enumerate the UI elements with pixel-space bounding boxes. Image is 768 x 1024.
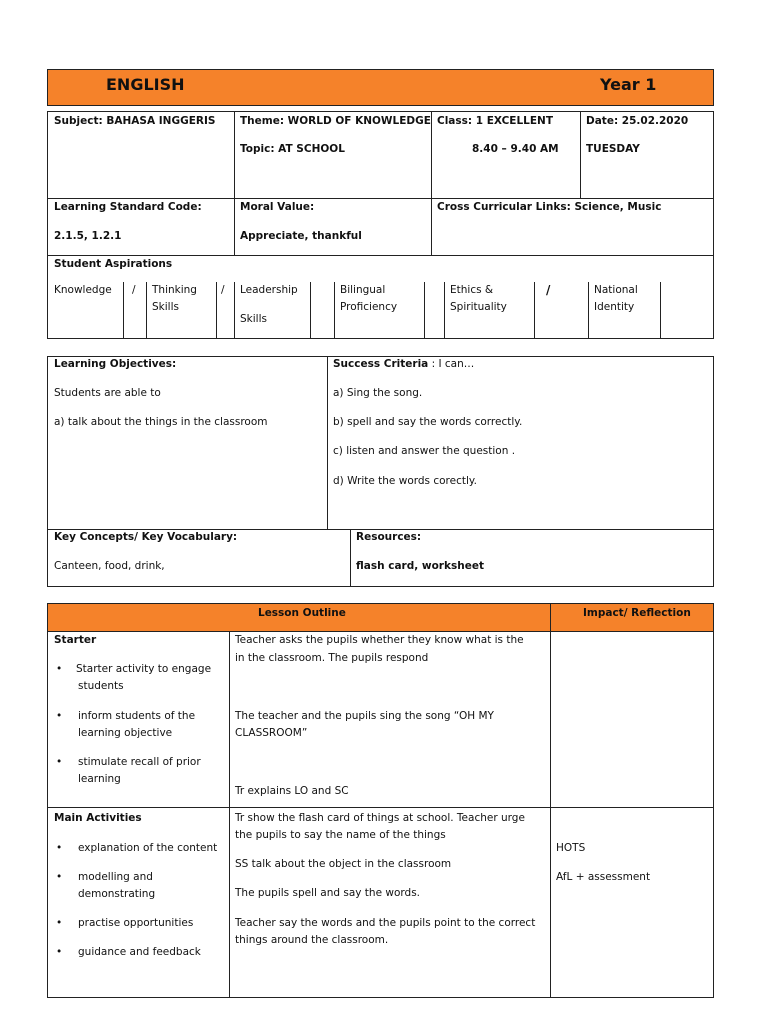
main-text-4b: things around the classroom. — [235, 934, 389, 946]
bullet: • — [56, 842, 63, 854]
main-bullet-3: practise opportunities — [78, 917, 194, 929]
aspiration-national: National — [594, 284, 638, 296]
date-label: Date: 25.02.2020 — [586, 115, 689, 127]
aspiration-national-2: Identity — [594, 301, 635, 313]
success-b: b) spell and say the words correctly. — [333, 416, 523, 428]
main-bullet-2: modelling and — [78, 871, 153, 883]
moral-label: Moral Value: — [240, 201, 315, 213]
ls-code-value: 2.1.5, 1.2.1 — [54, 230, 122, 242]
lesson-outline-table — [47, 603, 714, 998]
starter-text-3: Tr explains LO and SC — [235, 785, 349, 797]
main-bullet-4: guidance and feedback — [78, 946, 201, 958]
aspiration-thinking: Thinking — [152, 284, 197, 296]
bullet: • — [56, 946, 63, 958]
ls-code-label: Learning Standard Code: — [54, 201, 202, 213]
header-bar — [47, 69, 714, 106]
aspirations-title: Student Aspirations — [54, 258, 173, 270]
bullet: • — [56, 871, 63, 883]
main-text-1b: the pupils to say the name of the things — [235, 829, 446, 841]
aspiration-leadership: Leadership — [240, 284, 298, 296]
starter-bullet-2b: learning objective — [78, 727, 173, 739]
bullet: • — [56, 756, 63, 768]
objective-a: a) talk about the things in the classroom — [54, 416, 268, 428]
starter-text-2: The teacher and the pupils sing the song “OH MY — [235, 710, 494, 722]
objectives-intro: Students are able to — [54, 387, 161, 399]
success-a: a) Sing the song. — [333, 387, 423, 399]
starter-bullet-3: stimulate recall of prior — [78, 756, 201, 768]
main-text-1: Tr show the flash card of things at school. Teacher urge — [235, 812, 525, 824]
subject-title: ENGLISH — [106, 75, 185, 94]
theme-label: Theme: WORLD OF KNOWLEDGE — [240, 115, 431, 127]
outline-header: Lesson Outline — [258, 607, 346, 619]
resources-text: flash card, worksheet — [356, 560, 484, 572]
aspiration-bilingual: Bilingual — [340, 284, 386, 296]
aspiration-thinking-2: Skills — [152, 301, 179, 313]
main-text-4: Teacher say the words and the pupils point to the correct — [235, 917, 536, 929]
moral-value: Appreciate, thankful — [240, 230, 362, 242]
main-text-2: SS talk about the object in the classroom — [235, 858, 452, 870]
success-header — [333, 357, 474, 371]
starter-text-1: Teacher asks the pupils whether they know what is the — [235, 634, 524, 646]
starter-text-1b: in the classroom. The pupils respond — [235, 652, 429, 664]
year-title: Year 1 — [600, 75, 657, 94]
bullet: • — [56, 917, 63, 929]
starter-bullet-2: inform students of the — [78, 710, 196, 722]
aspiration-ethics: Ethics & — [450, 284, 494, 296]
vocab-label: Key Concepts/ Key Vocabulary: — [54, 531, 238, 543]
info-table — [47, 111, 714, 339]
starter-text-2b: CLASSROOM” — [235, 727, 308, 739]
success-suffix: : I can… — [428, 358, 475, 370]
topic-label: Topic: AT SCHOOL — [240, 143, 345, 155]
starter-bullet-1: Starter activity to engage — [76, 663, 212, 675]
main-bullet-2b: demonstrating — [78, 888, 156, 900]
aspiration-knowledge-mark: / — [132, 284, 136, 296]
main-bullet-1: explanation of the content — [78, 842, 218, 854]
starter-bullet-1b: students — [78, 680, 124, 692]
aspiration-thinking-mark: / — [221, 284, 225, 296]
aspiration-knowledge: Knowledge — [54, 284, 112, 296]
starter-title: Starter — [54, 634, 97, 646]
class-label: Class: 1 EXCELLENT — [437, 115, 553, 127]
aspiration-leadership-2: Skills — [240, 313, 267, 325]
objectives-label: Learning Objectives: — [54, 358, 177, 370]
main-title: Main Activities — [54, 812, 142, 824]
vocab-text: Canteen, food, drink, — [54, 560, 165, 572]
resources-label: Resources: — [356, 531, 422, 543]
cross-curricular: Cross Curricular Links: Science, Music — [437, 201, 662, 213]
aspiration-ethics-2: Spirituality — [450, 301, 507, 313]
bullet: • — [56, 710, 63, 722]
day-label: TUESDAY — [586, 143, 640, 155]
impact-hots: HOTS — [556, 842, 586, 854]
bullet: • — [56, 663, 63, 675]
success-label: Success Criteria — [333, 358, 429, 370]
impact-afl: AfL + assessment — [556, 871, 651, 883]
subject-label: Subject: BAHASA INGGERIS — [54, 115, 216, 127]
starter-bullet-3b: learning — [78, 773, 121, 785]
time-label: 8.40 – 9.40 AM — [472, 143, 559, 155]
main-text-3: The pupils spell and say the words. — [235, 887, 420, 899]
success-d: d) Write the words corectly. — [333, 475, 477, 487]
aspiration-bilingual-2: Proficiency — [340, 301, 398, 313]
aspiration-ethics-mark: / — [546, 283, 551, 297]
success-c: c) listen and answer the question . — [333, 445, 516, 457]
impact-header: Impact/ Reflection — [583, 607, 691, 619]
objectives-table — [47, 356, 714, 587]
